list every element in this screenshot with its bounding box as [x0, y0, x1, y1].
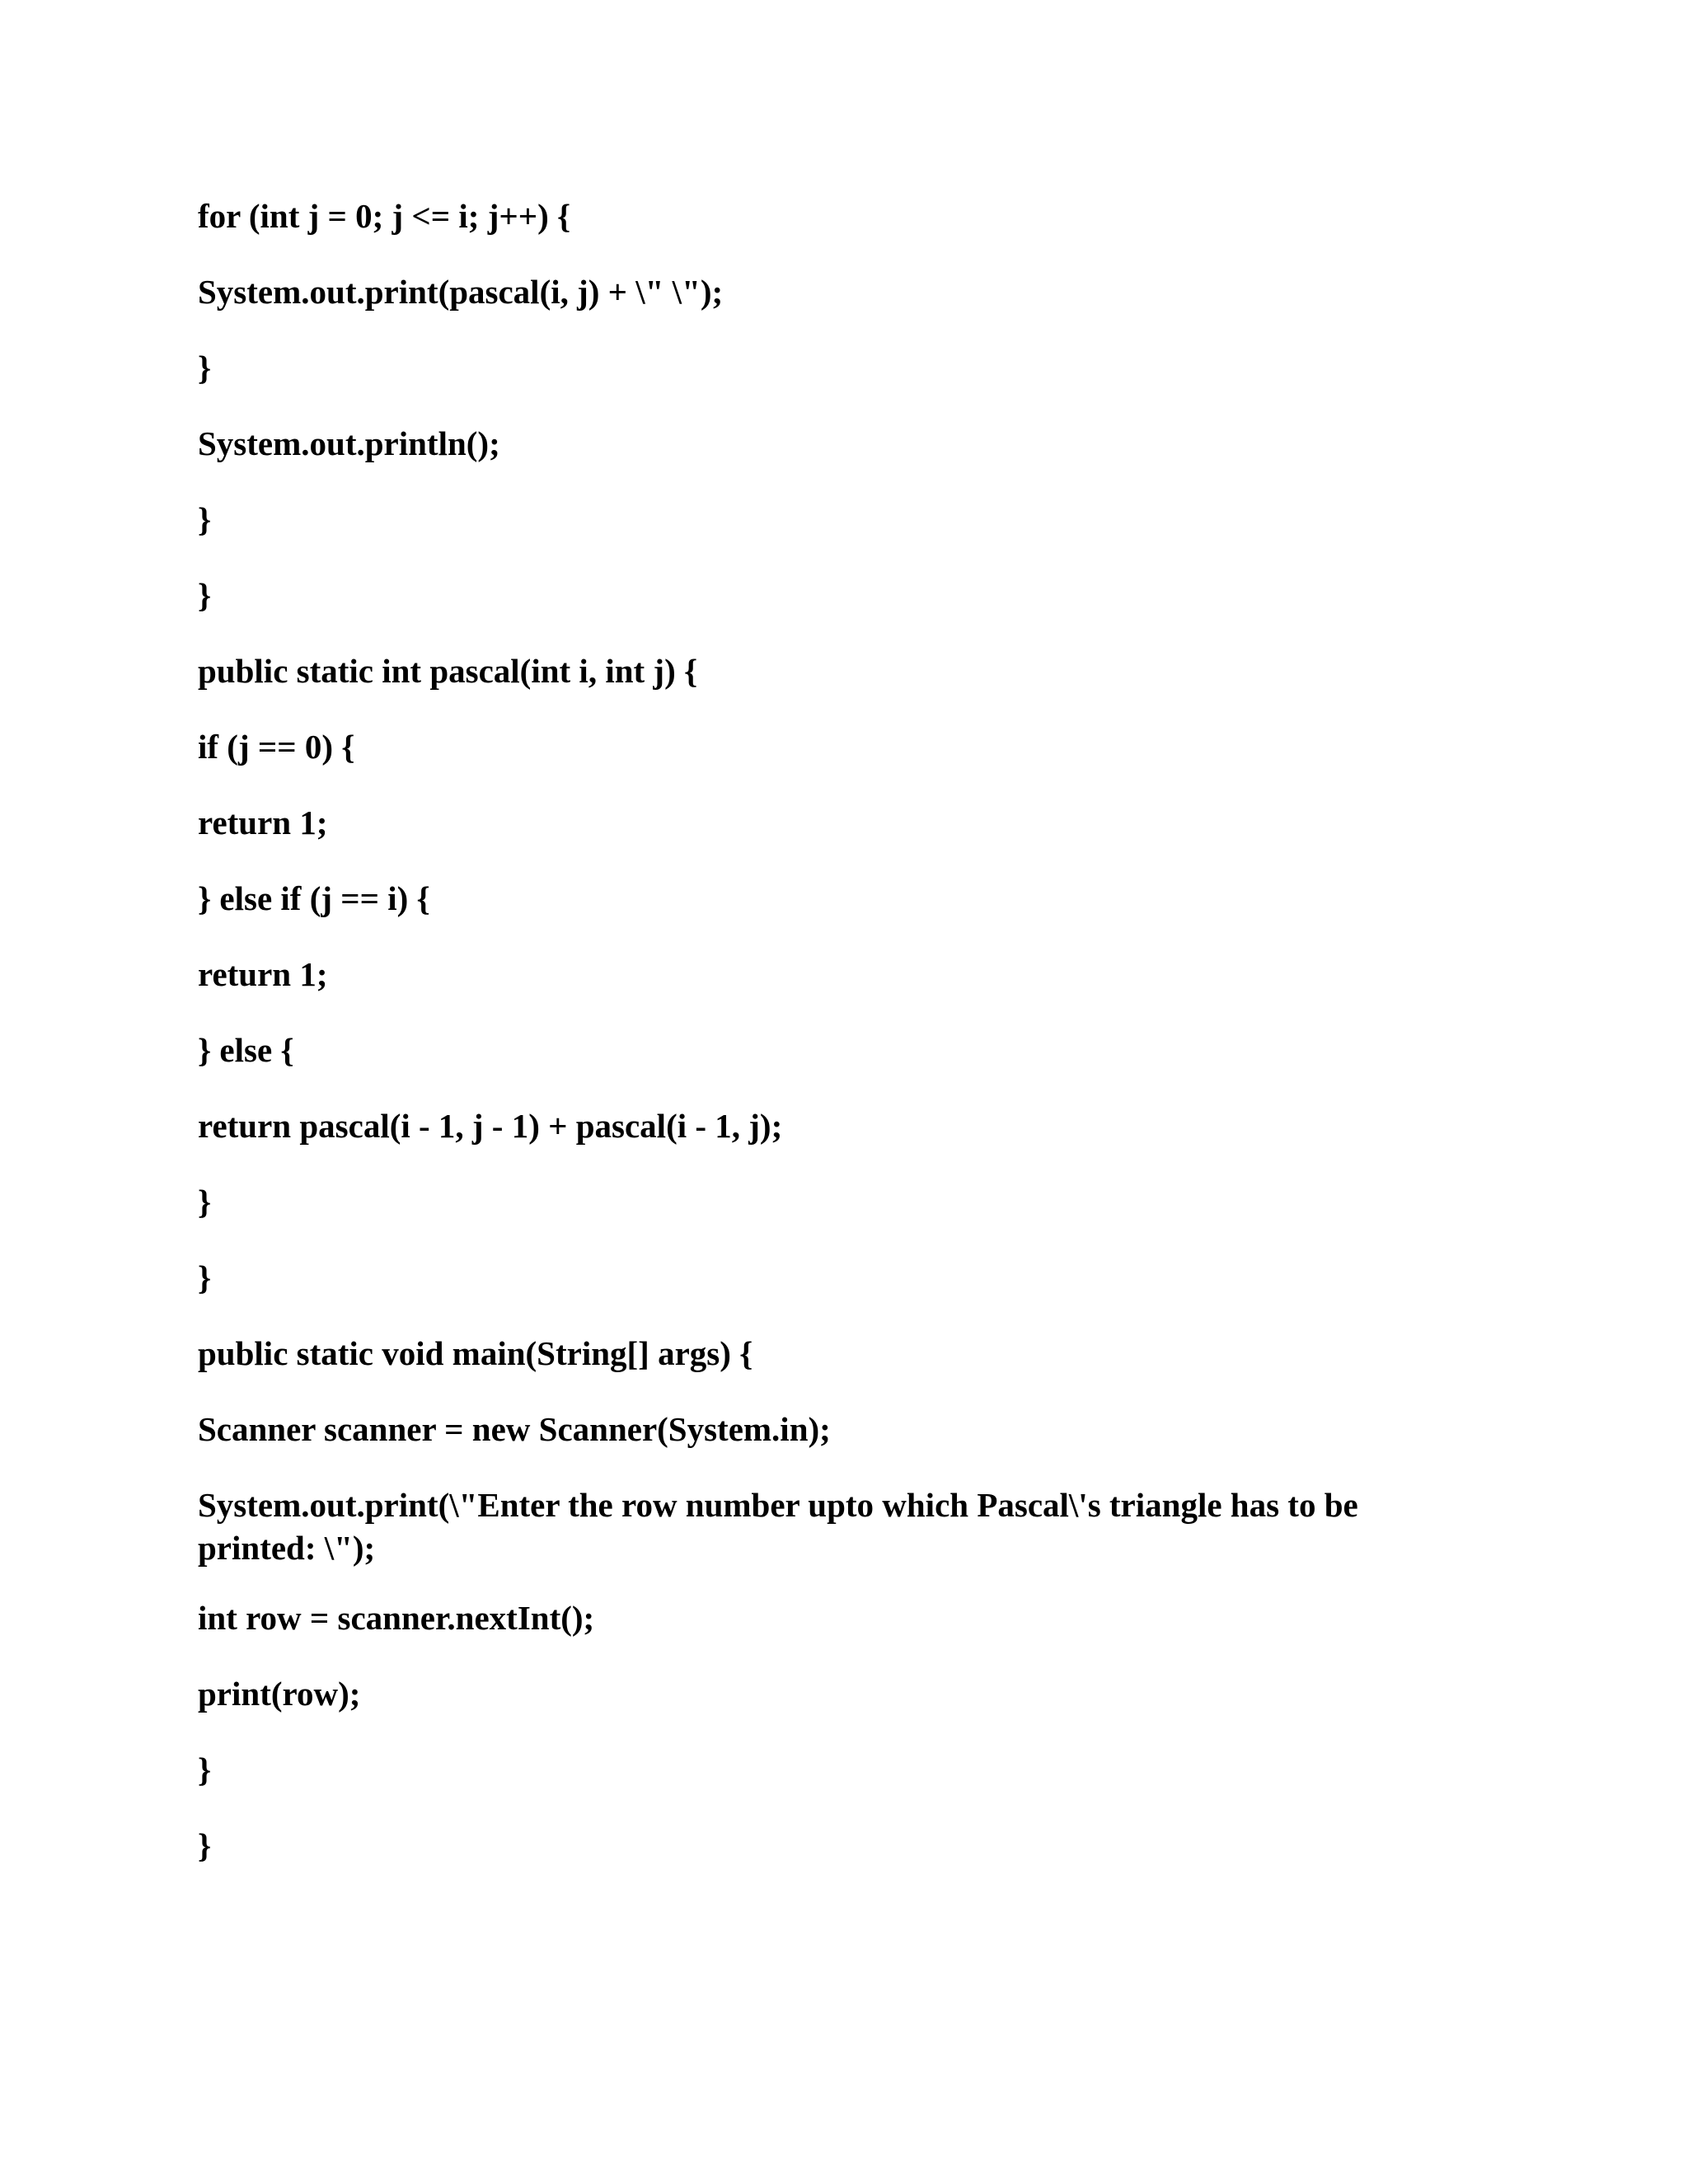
- code-line: for (int j = 0; j <= i; j++) {: [198, 197, 571, 235]
- code-line: } else {: [198, 1031, 294, 1069]
- code-line: }: [198, 349, 212, 387]
- code-line: if (j == 0) {: [198, 728, 355, 766]
- code-line: return pascal(i - 1, j - 1) + pascal(i - 1, j);: [198, 1107, 783, 1145]
- code-line: public static void main(String[] args) {: [198, 1334, 753, 1372]
- code-line: }: [198, 1258, 212, 1296]
- code-line-wrapped: System.out.print(\"Enter the row number upto which Pascal\'s triangle has to be printed: \");: [198, 1486, 1367, 1567]
- code-line: Scanner scanner = new Scanner(System.in);: [198, 1410, 831, 1448]
- code-line: int row = scanner.nextInt();: [198, 1599, 595, 1637]
- code-line: }: [198, 1750, 212, 1788]
- code-line: public static int pascal(int i, int j) {: [198, 652, 698, 690]
- code-line: }: [198, 500, 212, 538]
- code-line: System.out.print(pascal(i, j) + \" \");: [198, 273, 724, 311]
- code-line: print(row);: [198, 1675, 361, 1713]
- code-line: System.out.println();: [198, 424, 500, 462]
- code-line: }: [198, 576, 212, 614]
- code-line: }: [198, 1183, 212, 1221]
- code-line: return 1;: [198, 955, 328, 993]
- code-line: }: [198, 1826, 212, 1864]
- code-line: return 1;: [198, 804, 328, 841]
- code-line: } else if (j == i) {: [198, 879, 430, 917]
